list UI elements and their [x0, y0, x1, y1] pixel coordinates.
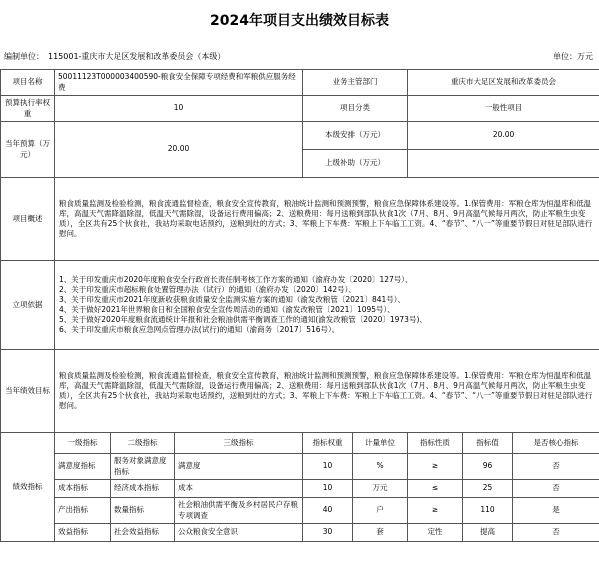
upper-label: 上级补助（万元） [303, 150, 408, 178]
weight-cell: 10 [303, 480, 353, 498]
compile-unit-value: 115001-重庆市大足区发展和改革委员会（本级） [48, 52, 226, 61]
dept-label: 业务主管部门 [303, 70, 408, 96]
table-row [1, 524, 599, 542]
indicator-header-row [1, 433, 599, 454]
unit-cell: 套 [353, 524, 408, 542]
nature-cell: ≥ [408, 498, 463, 524]
dept-value: 重庆市大足区发展和改革委员会 [408, 70, 599, 96]
core-cell: 否 [513, 524, 599, 542]
table-row [1, 454, 599, 480]
value-cell: 25 [463, 480, 513, 498]
upper-value [408, 150, 599, 178]
col-header: 计量单位 [353, 433, 408, 454]
category-value: 一般性项目 [408, 96, 599, 122]
nature-cell: ≥ [408, 454, 463, 480]
weight-cell: 40 [303, 498, 353, 524]
overview-label: 项目概述 [1, 178, 55, 261]
col-header: 是否核心指标 [513, 433, 599, 454]
budget-label: 当年预算（万元） [1, 122, 55, 178]
budget-row [1, 122, 599, 150]
basis-item: 3、关于印发重庆市2021年度新收获粮食质量安全监测实施方案的通知（渝发改粮管〔2021〕841号）、 [59, 294, 406, 304]
local-value: 20.00 [408, 122, 599, 150]
page-title: 2024年项目支出绩效目标表 [210, 13, 389, 29]
basis-item: 1、关于印发重庆市2020年度粮食安全行政首长责任制考核工作方案的通知（渝府办发〔2020〕127号）、 [59, 274, 413, 284]
project-name-value: 50011123T000003400590-粮食安全保障专项经费和军粮供应服务经费 [55, 70, 303, 96]
unit-cell: 万元 [353, 480, 408, 498]
l3-cell: 成本 [175, 480, 303, 498]
nature-cell: ≤ [408, 480, 463, 498]
weight-label: 预算执行率权重 [1, 96, 55, 122]
budget-value: 20.00 [55, 122, 303, 178]
value-cell: 110 [463, 498, 513, 524]
col-header: 二级指标 [111, 433, 175, 454]
category-label: 项目分类 [303, 96, 408, 122]
basis-item: 2、关于印发重庆市超标粮食处置管理办法（试行）的通知（渝府办发〔2020〕142号）、 [59, 284, 356, 294]
goal-text: 粮食质量监测及检验检测，粮食流通监督检查，粮食安全宣传教育，粮油统计监测和预测预警，粮食应急保障体系建设等。1.保管费用：军粮仓库为恒温库和低温库，高温天气需降温除湿，低温天气需除湿，设备运行费用偏高；2、送粮费用：每月送粮到部队伙食1次（7月、8月、9月高温气候每月两次，防止军粮生虫变质），全区共有25个伙食社，我站均采取电话预约，送粮到灶的方式；3、军粮上下车费：军粮上下车临工工资。4、“春节”、“八一”等重要节假日对驻足部队进行慰问。 [55, 350, 599, 433]
project-name-label: 项目名称 [1, 70, 55, 96]
indicators-label: 绩效指标 [1, 433, 55, 542]
basis-list [55, 261, 599, 350]
weight-value: 10 [55, 96, 303, 122]
col-header: 指标权重 [303, 433, 353, 454]
l2-cell: 数量指标 [111, 498, 175, 524]
col-header: 指标值 [463, 433, 513, 454]
l3-cell: 满意度 [175, 454, 303, 480]
overview-text: 粮食质量监测及检验检测，粮食流通监督检查，粮食安全宣传教育，粮油统计监测和预测预警，粮食应急保障体系建设等。1.保管费用：军粮仓库为恒温库和低温库，高温天气需降温除湿，低温天气需除湿，设备运行费用偏高；2、送粮费用：每月送粮到部队伙食1次（7月、8月、9月高温气候每月两次，防止军粮生虫变质），全区共有25个伙食社，我站均采取电话预约，送粮到灶的方式；3、军粮上下车费：军粮上下车临工工资。4、“春节”、“八一”等重要节假日对驻足部队进行慰问。 [55, 178, 599, 261]
l1-cell: 效益指标 [55, 524, 111, 542]
goal-label: 当年绩效目标 [1, 350, 55, 433]
compile-unit-label: 编制单位： [4, 52, 44, 61]
basis-item: 6、关于印发重庆市粮食应急网点管理办法(试行)的通知（渝商务〔2017〕516号）。 [59, 325, 340, 335]
core-cell: 否 [513, 454, 599, 480]
weight-cell: 10 [303, 454, 353, 480]
l1-cell: 成本指标 [55, 480, 111, 498]
l2-cell: 经济成本指标 [111, 480, 175, 498]
value-cell: 提高 [463, 524, 513, 542]
col-header: 指标性质 [408, 433, 463, 454]
basis-label: 立项依据 [1, 261, 55, 350]
goal-row [1, 350, 599, 433]
meta-line [0, 48, 599, 66]
target-table [0, 69, 599, 542]
project-name-row [1, 70, 599, 96]
weight-cell: 30 [303, 524, 353, 542]
l2-cell: 服务对象满意度指标 [111, 454, 175, 480]
col-header: 一级指标 [55, 433, 111, 454]
unit-cell: 户 [353, 498, 408, 524]
basis-item: 5、关于做好2020年度粮食流通统计年报和社会粮油供需平衡调查工作的通知(渝发改粮管〔2020〕1973号)、 [59, 315, 427, 325]
weight-row [1, 96, 599, 122]
l3-cell: 社会粮油供需平衡及乡村居民户存粮专项调查 [175, 498, 303, 524]
overview-row [1, 178, 599, 261]
nature-cell: 定性 [408, 524, 463, 542]
core-cell: 是 [513, 498, 599, 524]
basis-item: 4、关于做好2021年世界粮食日和全国粮食安全宣传周活动的通知（渝发改粮管〔2021〕1095号）、 [59, 305, 395, 314]
l1-cell: 产出指标 [55, 498, 111, 524]
value-cell: 96 [463, 454, 513, 480]
table-row [1, 480, 599, 498]
l3-cell: 公众粮食安全意识 [175, 524, 303, 542]
currency-unit: 单位：万元 [553, 52, 593, 61]
local-label: 本级安排（万元） [303, 122, 408, 150]
compile-unit [4, 51, 225, 62]
basis-row [1, 261, 599, 350]
col-header: 三级指标 [175, 433, 303, 454]
unit-cell: % [353, 454, 408, 480]
core-cell: 否 [513, 480, 599, 498]
table-row [1, 498, 599, 524]
l1-cell: 满意度指标 [55, 454, 111, 480]
l2-cell: 社会效益指标 [111, 524, 175, 542]
